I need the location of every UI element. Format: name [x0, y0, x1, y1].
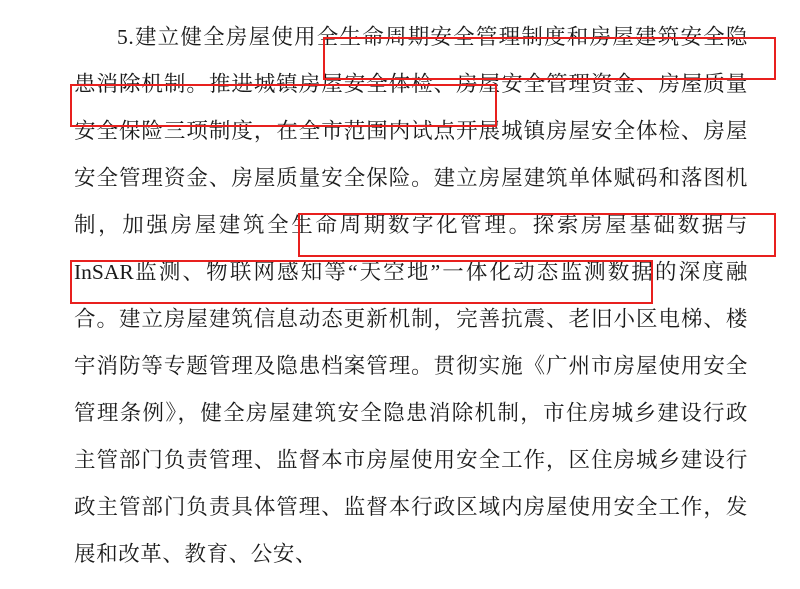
paragraph-lead-text: 建立健全房屋使用全生命周期安全管理制度和房屋建筑安全隐患消除机制。 — [74, 25, 748, 96]
highlighted-text-1: 推进城镇房屋安全体检、房屋安全管理资金、房屋质量安全保险三项制度， — [74, 72, 748, 143]
paragraph-tail-text: 建立房屋建筑信息动态更新机制，完善抗震、老旧小区电梯、楼宇消防等专题管理及隐患档案管理。贯彻实施《广州市房屋使用安全管理条例》，健全房屋建筑安全隐患消除机制，市住房城乡建设行政主管部门负责管理、监督本市房屋使用安全工作，区住房城乡建设行政主管部门负责具体管理、监督本行政区域内房屋使用安全工作，发展和改革、教育、公安、 — [74, 307, 748, 566]
highlighted-term-insar: InSAR — [74, 260, 134, 284]
highlighted-text-2a: 探索房屋基础数据与 — [532, 213, 749, 237]
highlighted-text-2b: 监测、物联网感知等“天空地”一体化动态监测数据的深度融合。 — [74, 260, 748, 331]
paragraph-middle-text: 在全市范围内试点开展城镇房屋安全体检、房屋安全管理资金、房屋质量安全保险。建立房屋建筑单体赋码和落图机制，加强房屋建筑全生命周期数字化管理。 — [74, 119, 748, 237]
policy-paragraph — [74, 14, 748, 578]
section-number: 5. — [117, 25, 135, 49]
document-text-block — [74, 14, 748, 578]
